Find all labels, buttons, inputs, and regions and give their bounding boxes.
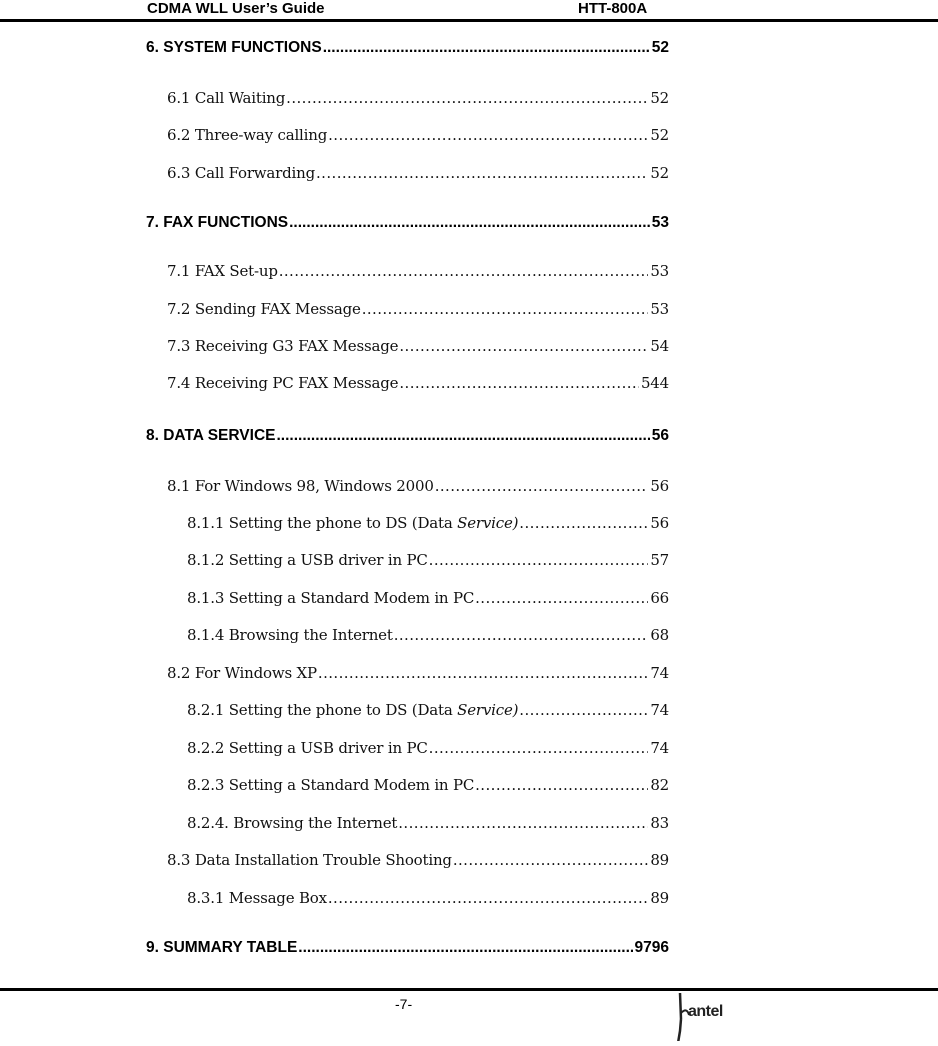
page-number: -7- [395, 996, 413, 1012]
footer-rule [0, 988, 938, 991]
dot-leader [519, 514, 648, 532]
dot-leader [362, 300, 649, 318]
dot-leader [323, 39, 650, 57]
toc-entry[interactable]: 7.2 Sending FAX Message ..... 53 [167, 300, 669, 318]
dot-leader [276, 427, 649, 445]
dot-leader [399, 374, 639, 392]
toc-entry[interactable]: 7.1 FAX Set-up ..... 53 [167, 262, 669, 280]
header-rule [0, 19, 938, 22]
dot-leader [328, 889, 648, 907]
toc-entry[interactable]: 8.2.2 Setting a USB driver in PC ..... 74 [187, 739, 669, 757]
dot-leader [328, 126, 648, 144]
logo-text: antel [688, 1003, 723, 1020]
toc-entry[interactable]: 8.1.2 Setting a USB driver in PC ..... 57 [187, 551, 669, 569]
dot-leader [298, 939, 632, 957]
toc-entry[interactable]: 8.3 Data Installation Trouble Shooting ..... 89 [167, 851, 669, 869]
dot-leader [453, 851, 649, 869]
toc-entry[interactable]: 8.1.4 Browsing the Internet ..... 68 [187, 626, 669, 644]
toc-entry[interactable]: 8.2.3 Setting a Standard Modem in PC ..... 82 [187, 776, 669, 794]
dot-leader [429, 551, 649, 569]
toc-entry[interactable]: 8.3.1 Message Box ..... 89 [187, 889, 669, 907]
toc-entry[interactable]: 6. SYSTEM FUNCTIONS ..... 52 [146, 39, 669, 57]
dot-leader [475, 776, 648, 794]
dot-leader [429, 739, 649, 757]
toc-entry[interactable]: 6.2 Three-way calling ..... 52 [167, 126, 669, 144]
dot-leader [394, 626, 649, 644]
toc-entry[interactable]: 6.1 Call Waiting ..... 52 [167, 89, 669, 107]
header-model: HTT-800A [578, 0, 648, 17]
dot-leader [399, 337, 648, 355]
dot-leader [435, 477, 649, 495]
dot-leader [398, 814, 648, 832]
hantel-logo [674, 991, 754, 1041]
toc-entry[interactable]: 8.1.1 Setting the phone to DS (Data Service) ..... 56 [187, 514, 669, 532]
toc-entry[interactable]: 7.3 Receiving G3 FAX Message ..... 54 [167, 337, 669, 355]
toc-entry[interactable]: 8. DATA SERVICE ..... 56 [146, 427, 669, 445]
toc-entry[interactable]: 8.2 For Windows XP ..... 74 [167, 664, 669, 682]
dot-leader [316, 164, 648, 182]
dot-leader [519, 701, 648, 719]
toc-entry[interactable]: 8.1 For Windows 98, Windows 2000 ..... 56 [167, 477, 669, 495]
dot-leader [279, 262, 649, 280]
toc-entry[interactable]: 8.2.1 Setting the phone to DS (Data Service) ..... 74 [187, 701, 669, 719]
dot-leader [475, 589, 648, 607]
toc-entry[interactable]: 7.4 Receiving PC FAX Message ..... 544 [167, 374, 669, 392]
toc-entry[interactable]: 6.3 Call Forwarding ..... 52 [167, 164, 669, 182]
toc-entry[interactable]: 8.2.4. Browsing the Internet ..... 83 [187, 814, 669, 832]
toc-entry[interactable]: 8.1.3 Setting a Standard Modem in PC ..... 66 [187, 589, 669, 607]
dot-leader [318, 664, 648, 682]
header-title: CDMA WLL User’s Guide [147, 0, 325, 17]
toc-entry[interactable]: 7. FAX FUNCTIONS ..... 53 [146, 214, 669, 232]
toc-entry[interactable]: 9. SUMMARY TABLE ..... 9796 [146, 939, 669, 957]
dot-leader [286, 89, 648, 107]
running-header [0, 0, 938, 20]
dot-leader [289, 214, 650, 232]
